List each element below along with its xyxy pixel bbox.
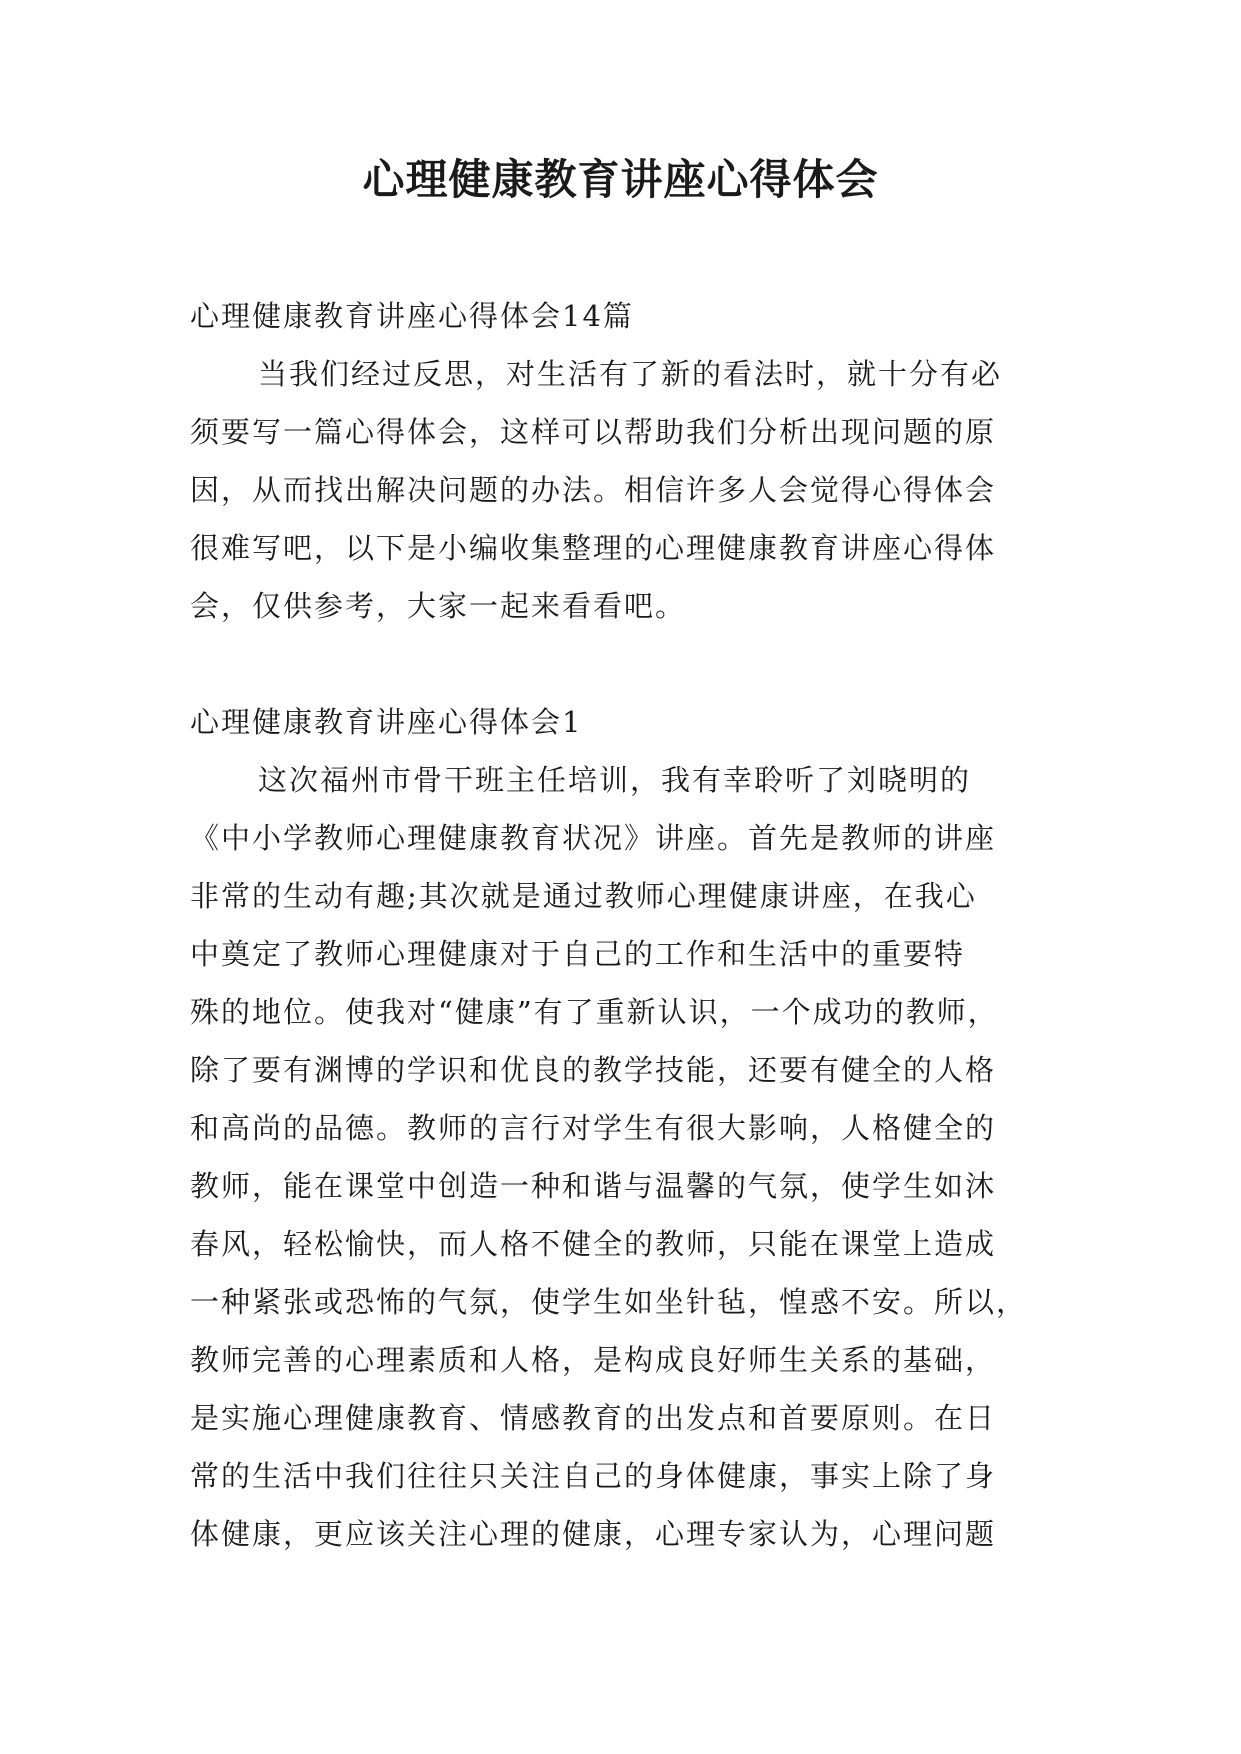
section-line: 中奠定了教师心理健康对于自己的工作和生活中的重要特 [190,937,966,971]
section-line: 这次福州市骨干班主任培训，我有幸聆听了刘晓明的 [258,763,972,797]
section-line: 常的生活中我们往往只关注自己的身体健康，事实上除了身 [190,1459,997,1493]
document-title: 心理健康教育讲座心得体会 [362,155,879,204]
section-line: 《中小学教师心理健康教育状况》讲座。首先是教师的讲座 [190,821,997,855]
section-line: 除了要有渊博的学识和优良的教学技能，还要有健全的人格 [190,1053,997,1087]
section-line: 春风，轻松愉快，而人格不健全的教师，只能在课堂上造成 [190,1227,997,1261]
intro-line: 当我们经过反思，对生活有了新的看法时，就十分有必 [258,357,1003,391]
section-line: 殊的地位。使我对“健康”有了重新认识，一个成功的教师， [190,995,999,1029]
section-line: 教师完善的心理素质和人格，是构成良好师生关系的基础， [190,1343,997,1377]
intro-heading: 心理健康教育讲座心得体会14篇 [190,299,634,333]
intro-line: 因，从而找出解决问题的办法。相信许多人会觉得心得体会 [190,473,997,507]
section-line: 教师，能在课堂中创造一种和谐与温馨的气氛，使学生如沐 [190,1169,997,1203]
intro-line: 须要写一篇心得体会，这样可以帮助我们分析出现问题的原 [190,415,997,449]
section-line: 体健康，更应该关注心理的健康，心理专家认为，心理问题 [190,1517,997,1551]
intro-line: 会，仅供参考，大家一起来看看吧。 [190,589,687,623]
section-line: 和高尚的品德。教师的言行对学生有很大影响，人格健全的 [190,1111,997,1145]
section-line: 非常的生动有趣;其次就是通过教师心理健康讲座，在我心 [190,879,977,913]
section-heading: 心理健康教育讲座心得体会1 [190,705,583,739]
section-line: 是实施心理健康教育、情感教育的出发点和首要原则。在日 [190,1401,997,1435]
document-body [190,287,1065,1563]
section-line: 一种紧张或恐怖的气氛，使学生如坐针毡，惶惑不安。所以， [190,1285,1028,1319]
paragraph-gap [190,635,1065,693]
intro-line: 很难写吧，以下是小编收集整理的心理健康教育讲座心得体 [190,531,997,565]
